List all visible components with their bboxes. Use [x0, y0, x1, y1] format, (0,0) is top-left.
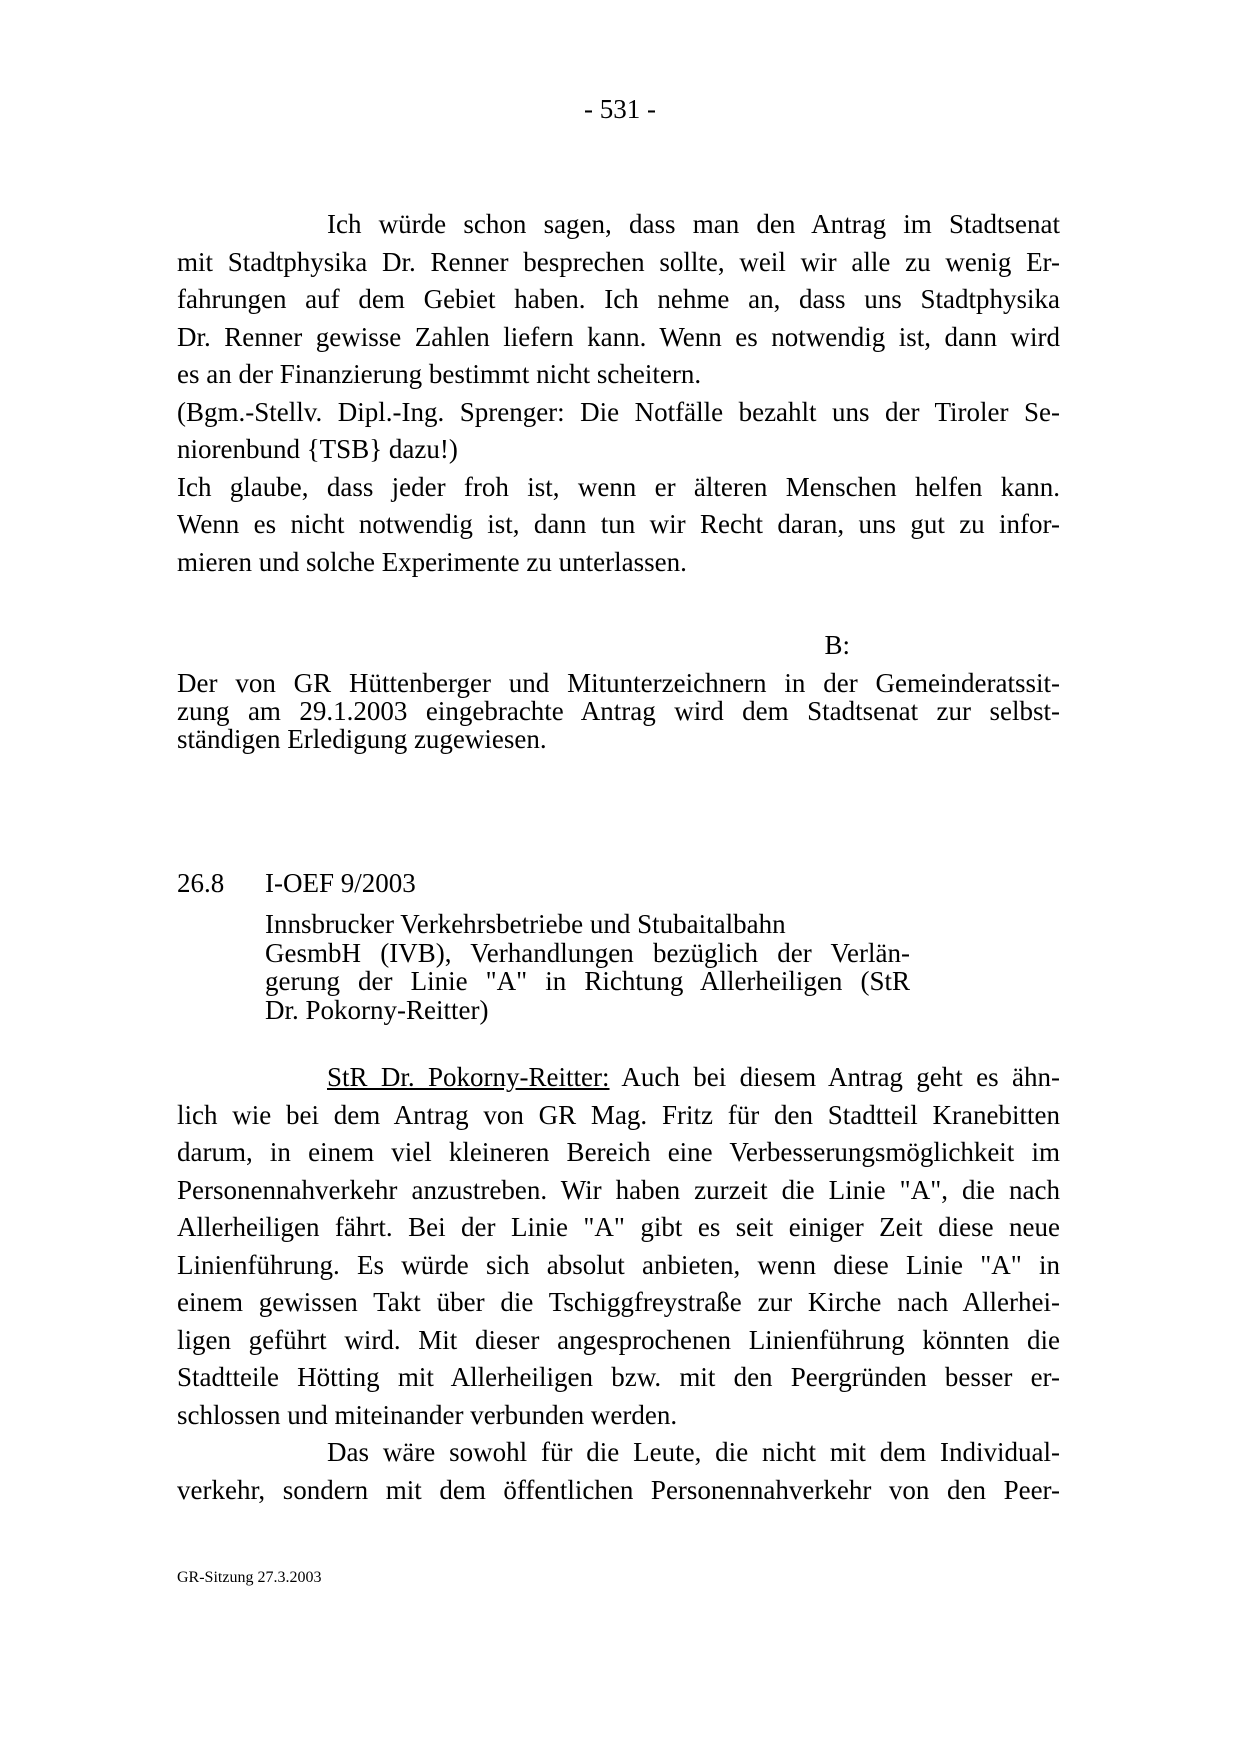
interjection-line: niorenbund {TSB} dazu!): [177, 434, 458, 464]
text-line: Wenn es nicht notwendig ist, dann tun wir Recht daran, uns gut zu infor-: [177, 509, 1060, 539]
speech-paragraph-2: [177, 1059, 1060, 1509]
agenda-item-number: 26.8: [177, 868, 225, 898]
text-line: Stadtteile Hötting mit Allerheiligen bzw. mit den Peergründen besser er-: [177, 1362, 1060, 1392]
text-line: Linienführung. Es würde sich absolut anbieten, wenn diese Linie "A" in: [177, 1249, 1060, 1280]
text-line: mieren und solche Experimente zu unterlassen.: [177, 546, 687, 577]
text-line: Allerheiligen fährt. Bei der Linie "A" gibt es seit einiger Zeit diese neue: [177, 1212, 1060, 1242]
text-line: Personennahverkehr anzustreben. Wir haben zurzeit die Linie "A", die nach: [177, 1174, 1060, 1205]
text-line: Das wäre sowohl für die Leute, die nicht mit dem Individual-: [327, 1437, 1060, 1467]
text-line: fahrungen auf dem Gebiet haben. Ich nehme an, dass uns Stadtphysika: [177, 284, 1060, 314]
title-line: Dr. Pokorny-Reitter): [265, 994, 489, 1025]
text-line: mit Stadtphysika Dr. Renner besprechen sollte, weil wir alle zu wenig Er-: [177, 246, 1060, 277]
decision-label: B:: [824, 630, 850, 660]
text-line: ligen geführt wird. Mit dieser angesprochenen Linienführung könnten die: [177, 1324, 1060, 1355]
speech-text: Auch bei diesem Antrag geht es ähn-: [609, 1062, 1060, 1092]
page-footer: GR-Sitzung 27.3.2003: [177, 1569, 322, 1586]
text-line: verkehr, sondern mit dem öffentlichen Personennahverkehr von den Peer-: [177, 1474, 1060, 1505]
title-line: Innsbrucker Verkehrsbetriebe und Stubaitalbahn: [265, 909, 786, 939]
title-line: gerung der Linie "A" in Richtung Allerheiligen (StR: [265, 966, 910, 996]
title-line: GesmbH (IVB), Verhandlungen bezüglich der Verlän-: [265, 937, 910, 968]
page-number: - 531 -: [584, 94, 656, 124]
text-line: einem gewissen Takt über die Tschiggfreystraße zur Kirche nach Allerhei-: [177, 1287, 1060, 1317]
text-line: darum, in einem viel kleineren Bereich eine Verbesserungsmöglichkeit im: [177, 1137, 1060, 1167]
agenda-item-title: [265, 910, 910, 1024]
speaker-name: StR Dr. Pokorny-Reitter:: [327, 1062, 610, 1092]
text-line: Ich glaube, dass jeder froh ist, wenn er älteren Menschen helfen kann.: [177, 471, 1060, 502]
text-line: lich wie bei dem Antrag von GR Mag. Fritz für den Stadtteil Kranebitten: [177, 1099, 1060, 1130]
text-line: Dr. Renner gewisse Zahlen liefern kann. Wenn es notwendig ist, dann wird: [177, 321, 1060, 352]
text-line: Ich würde schon sagen, dass man den Antrag im Stadtsenat: [327, 209, 1060, 239]
text-line: [177, 1059, 1060, 1097]
speech-paragraph-1: [177, 206, 1060, 581]
interjection-line: (Bgm.-Stellv. Dipl.-Ing. Sprenger: Die Notfälle bezahlt uns der Tiroler Se-: [177, 396, 1060, 427]
text-line: schlossen und miteinander verbunden werden.: [177, 1399, 678, 1430]
agenda-item-code: I-OEF 9/2003: [265, 868, 416, 898]
decision-text: [177, 669, 1060, 753]
text-line: es an der Finanzierung bestimmt nicht scheitern.: [177, 359, 702, 389]
text-line: ständigen Erledigung zugewiesen.: [177, 724, 547, 754]
text-line: Der von GR Hüttenberger und Mitunterzeichnern in der Gemeinderatssit-: [177, 668, 1060, 698]
text-line: zung am 29.1.2003 eingebrachte Antrag wird dem Stadtsenat zur selbst-: [177, 696, 1060, 726]
